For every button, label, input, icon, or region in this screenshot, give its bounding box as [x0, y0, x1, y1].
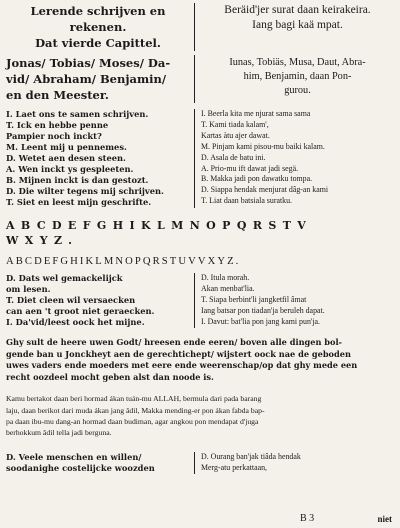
footer-line: Merg-atu perkattaan,: [201, 463, 268, 473]
dialogue-writing-dutch: [6, 109, 194, 208]
paragraph-line: laju, daan berikot dari muda ákan jang âdil, Makka mending-er pon ákan fabda bap-: [6, 405, 265, 415]
dialogue-line: can aen 't groot niet geraecken.: [6, 306, 155, 316]
chapter-header: [6, 3, 394, 51]
dialogue-line: I. Laet ons te samen schrijven.: [6, 109, 149, 119]
dialogue-reading-malay: [194, 273, 394, 328]
right-title: Beräid'jer surat daan keirakeira.: [224, 4, 371, 16]
roman-alphabet: ABCDEFGHIKLMNOPQRSTUVVXYZ.: [6, 256, 241, 267]
footer-line: D. Ourang ban'jak tiâda hendak: [201, 452, 301, 462]
footer-line: D. Veele menschen en willen/: [6, 452, 142, 463]
dialogue-reading: [6, 273, 394, 328]
catchword: niet: [377, 514, 392, 524]
paragraph-malay: [6, 393, 394, 438]
dialogue-line: D. Siappa hendak menjurat dâg-an kami: [201, 185, 329, 195]
dialogue-line: D. Dats wel gemackelijck: [6, 273, 123, 283]
dialogue-line: T. Siet en leest mijn geschrifte.: [6, 197, 152, 207]
paragraph-line: gende ban u Jonckheyt aen de gerechtichept/ wijstert oock nae de geboden: [6, 348, 351, 359]
dialogue-line: M. Leent mij u pennemes.: [6, 142, 127, 152]
paragraph-line: Ghy sult de heere uwen Godt/ hreesen ende eeren/ boven alle dingen bol-: [6, 337, 342, 347]
dialogue-line: T. Kami tiada kalam',: [201, 119, 269, 129]
dialogue-line: T. Ick en hebbe penne: [6, 120, 109, 130]
dialogue-line: I. Davut: bat'lia pon jang kami pun'ja.: [201, 316, 320, 326]
dialogue-line: D. Asala de batu ini.: [201, 152, 266, 162]
dialogue-line: T. Diet cleen wil versaecken: [6, 295, 136, 305]
dialogue-line: T. Liat daan batsiala suratku.: [201, 196, 292, 206]
gothic-alphabet: ABCDEFGHIKLMNOPQRSTV: [6, 219, 313, 232]
paragraph-line: recht oozdeel mocht geben alst dan noode is.: [6, 371, 214, 382]
footer-dialogue: [6, 452, 394, 474]
dialogue-reading-dutch: [6, 273, 194, 328]
persons-right: [194, 55, 394, 103]
dialogue-line: I. Da'vid/leest oock het mijne.: [6, 317, 145, 327]
dialogue-writing: [6, 109, 394, 208]
persons-right-line: him, Benjamin, daan Pon-: [243, 71, 352, 82]
persons-left-line: vid/ Abraham/ Benjamin/: [6, 72, 167, 86]
footer-dutch: [6, 452, 194, 474]
persons-left-line: Jonas/ Tobias/ Moses/ Da-: [6, 56, 171, 70]
header-left: [6, 3, 194, 51]
persons-block: [6, 55, 394, 103]
signature-mark: B 3: [300, 513, 315, 524]
dialogue-line: om lesen.: [6, 284, 51, 294]
left-title: Lerende schrijven en rekenen.: [30, 4, 166, 34]
dialogue-line: B. Makka jadi pon dawatku tompa.: [201, 174, 313, 184]
dialogue-line: M. Pinjam kami pisou-mu baiki kalam.: [201, 141, 325, 151]
dialogue-line: I. Beerla kita me njurat sama sama: [201, 109, 311, 118]
dialogue-writing-malay: [194, 109, 394, 208]
paragraph-line: Kamu bertakot daan beri hormad ákan tuán-mu ALLAH, bermula dari pada barang: [6, 394, 262, 404]
dialogue-line: B. Mijnen inckt is dan gestozt.: [6, 175, 149, 185]
dialogue-line: A. Prio-mu ift dawat jadi segä.: [201, 163, 299, 173]
footer-line: soodanighe costelijcke woozden: [6, 463, 155, 474]
dialogue-line: T. Siapa berbint'li jangketfil âmat: [201, 294, 307, 304]
header-right: [194, 3, 394, 51]
dialogue-line: Akan menbat'lia.: [201, 283, 255, 293]
dialogue-line: A. Wen inckt ys gespleeten.: [6, 164, 134, 174]
paragraph-dutch: [6, 337, 394, 383]
dialogue-line: Kartas àtu ajer dawat.: [201, 130, 270, 140]
gothic-alphabet-continued: WXYZ.: [6, 234, 79, 247]
left-subtitle: Dat vierde Capittel.: [35, 36, 161, 50]
persons-left: [6, 55, 194, 103]
dialogue-line: Iang batsar pon tiadan'ja beruleh dapat.: [201, 305, 325, 315]
footer-malay: [194, 452, 394, 474]
right-subtitle: Iang bagi kaä mpat.: [252, 19, 343, 31]
dialogue-line: D. Wetet aen desen steen.: [6, 153, 126, 163]
paragraph-line: pa daan ibu-mu dang-an hormad daan budiman, agar angkou pon mendapat d'juga: [6, 416, 259, 426]
paragraph-line: berhokkum âdil tella jadi berguna.: [6, 427, 112, 437]
persons-left-line: en den Meester.: [6, 88, 109, 102]
dialogue-line: D. Die wilter tegens mij schrijven.: [6, 186, 164, 196]
alphabet-block: [6, 218, 394, 269]
dialogue-line: D. Itula morah.: [201, 273, 250, 282]
paragraph-line: uwes vaders ende moeders met eere ende weerenschap/op dat ghy mede een: [6, 360, 358, 371]
dialogue-line: Pampier noch inckt?: [6, 131, 102, 141]
persons-right-line: Iunas, Tobiäs, Musa, Daut, Abra-: [229, 57, 366, 68]
persons-right-line: gurou.: [284, 85, 311, 96]
